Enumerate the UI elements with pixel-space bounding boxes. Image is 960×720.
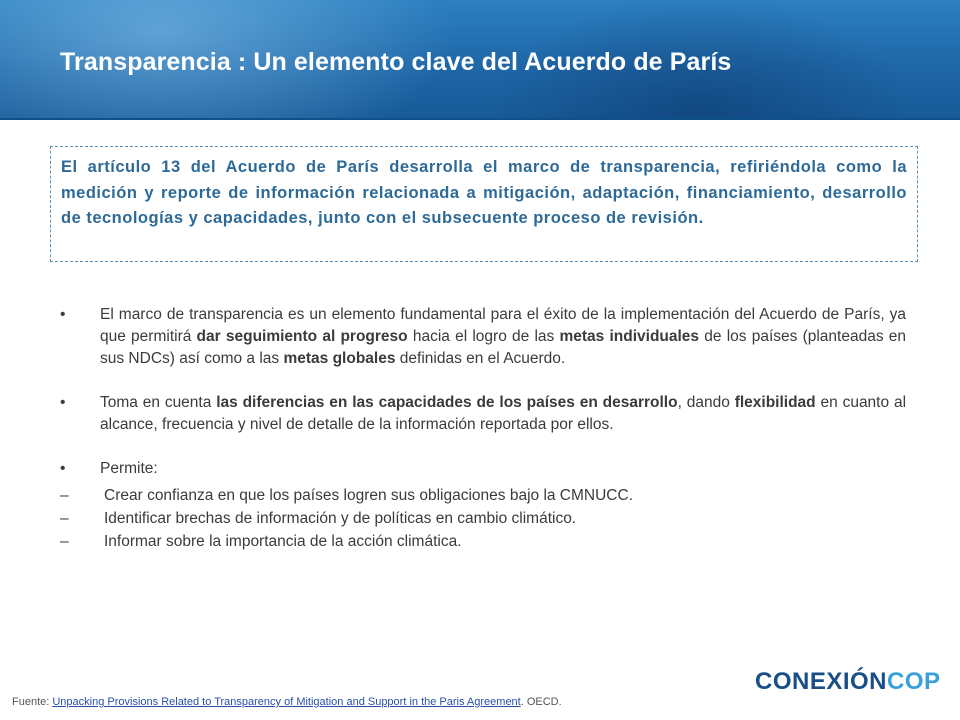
sub-list <box>60 484 906 553</box>
page-title: Transparencia : Un elemento clave del Acuerdo de París <box>60 48 732 76</box>
footer-suffix: . OECD. <box>520 696 562 708</box>
bullet-marker: • <box>60 460 66 477</box>
sub-item <box>60 507 906 530</box>
bullet-bold-text: metas individuales <box>559 328 700 345</box>
conexioncop-logo <box>755 668 941 696</box>
footer-prefix: Fuente: <box>12 696 53 708</box>
bullet-item-capacities <box>60 392 906 436</box>
bullet-item-permite <box>60 458 906 480</box>
highlight-box <box>50 146 918 262</box>
bullet-text: en cuanto al alcance, frecuencia y nivel de detalle de la información reportada por ellos. <box>100 394 907 433</box>
highlight-text: El artículo 13 del Acuerdo de París desarrolla el marco de transparencia, refiriéndola como la medición y reporte de información relacionada a mitigación, adaptación, financiamiento, desarrollo de tecnologías y capacidades, junto con el subsecuente proceso de revisión. <box>61 158 907 227</box>
logo-text-cop: COP <box>887 668 941 695</box>
header-banner <box>0 0 960 120</box>
bullet-text: hacia el logro de las <box>407 328 560 345</box>
sub-item-text: Identificar brechas de información y de políticas en cambio climático. <box>104 510 577 527</box>
bullet-list <box>60 304 906 553</box>
logo-text-conexion: CONEXIÓN <box>755 668 888 695</box>
dash-marker: – <box>60 487 69 504</box>
bullet-marker: • <box>60 394 66 411</box>
bullet-text: de los países (planteadas en sus NDCs) así como a las <box>100 328 907 367</box>
bullet-bold-text: dar seguimiento al progreso <box>196 328 408 345</box>
bullet-text: , dando <box>677 394 735 411</box>
bullet-text: definidas en el Acuerdo. <box>395 350 566 367</box>
bullet-bold-text: flexibilidad <box>734 394 816 411</box>
dash-marker: – <box>60 533 69 550</box>
bullet-marker: • <box>60 306 66 323</box>
bullet-label: Permite: <box>100 460 158 477</box>
sub-item <box>60 530 906 553</box>
footer-source <box>12 696 562 708</box>
dash-marker: – <box>60 510 69 527</box>
bullet-text: Toma en cuenta <box>100 394 217 411</box>
bullet-text: El marco de transparencia es un elemento fundamental para el éxito de la implementación del Acuerdo de París, ya que permitirá <box>100 306 906 345</box>
sub-item-text: Informar sobre la importancia de la acción climática. <box>104 533 462 550</box>
bullet-item-framework <box>60 304 906 370</box>
sub-item <box>60 484 906 507</box>
bullet-bold-text: las diferencias en las capacidades de los países en desarrollo <box>216 394 678 411</box>
bullet-bold-text: metas globales <box>283 350 396 367</box>
sub-item-text: Crear confianza en que los países logren sus obligaciones bajo la CMNUCC. <box>104 487 633 504</box>
source-link[interactable]: Unpacking Provisions Related to Transparency of Mitigation and Support in the Paris Agreement <box>52 696 521 708</box>
